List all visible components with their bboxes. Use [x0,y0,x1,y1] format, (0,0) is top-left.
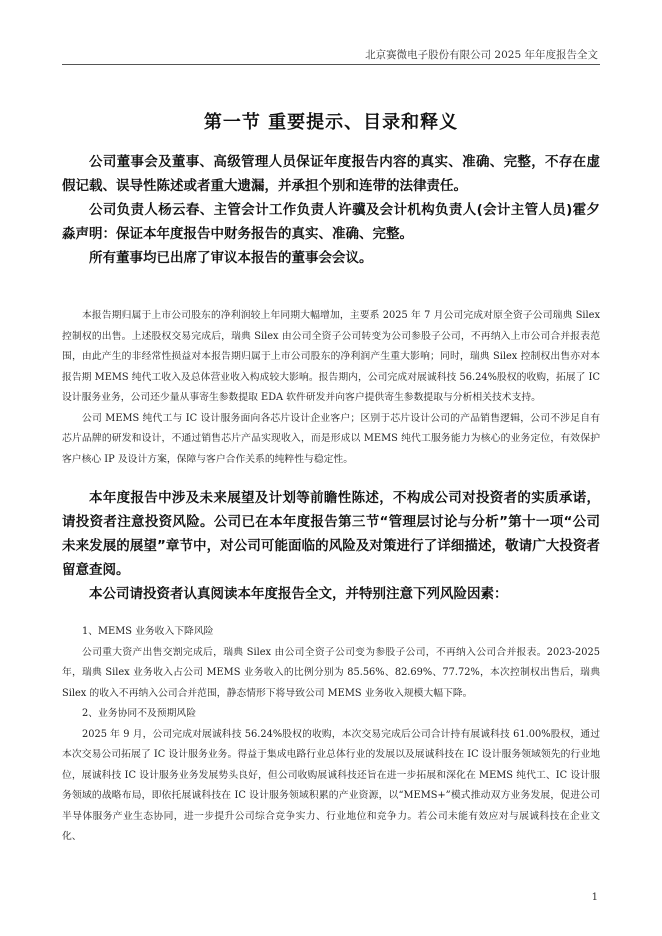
risk-intro-paragraph: 本公司请投资者认真阅读本年度报告全文，并特别注意下列风险因素： [89,586,508,602]
profit-paragraph-2: 公司 MEMS 纯代工与 IC 设计服务面向各芯片设计企业客户；区别于芯片设计公司的产品销售逻辑，公司不涉足自有芯片品牌的研发和设计，不通过销售芯片产品实现收入，而是形成以 MEMS 纯代工服务能力为核心的业务定位，有效保护客户核心 IP 及设计方案，保障与客户合作关系的纯粹性与稳定性。 [62,412,600,465]
notice-paragraph-1: 公司董事会及董事、高级管理人员保证年度报告内容的真实、准确、完整，不存在虚假记载、误导性陈述或者重大遗漏，并承担个别和连带的法律责任。 [62,154,600,194]
forward-looking-statement [62,486,600,606]
section-title: 第一节 重要提示、目录和释义 [203,112,459,133]
header-divider [62,64,600,65]
notice-paragraph-2: 公司负责人杨云春、主管会计工作负责人许骥及会计机构负责人(会计主管人员)霍夕淼声明：保证本年度报告中财务报告的真实、准确、完整。 [62,202,600,242]
board-notice [62,150,600,270]
running-header: 北京赛微电子股份有限公司 2025 年年度报告全文 [365,49,598,61]
profit-explanation [62,306,600,470]
profit-paragraph-1: 本报告期归属于上市公司股东的净利润较上年同期大幅增加，主要系 2025 年 7 月公司完成对原全资子公司瑞典 Silex 控制权的出售。上述股权交易完成后，瑞典 Silex 由公司全资子公司转变为公司参股子公司，不再纳入上市公司合并报表范围，由此产生的非经常性损益对本报告期归属于上市公司股东的净利润产生重大影响；同时，瑞典 Silex 控制权出售亦对本报告期 MEMS 纯代工收入及总体营业收入构成较大影响。报告期内，公司完成对展诚科技 56.24%股权的收购，拓展了 IC 设计服务业务，公司还少量从事寄生参数提取 EDA 软件研发并向客户提供寄生参数提取与分析相关技术支持。 [62,310,600,403]
risk-factors [62,622,600,848]
risk-1-body: 公司重大资产出售交割完成后，瑞典 Silex 由公司全资子公司变为参股子公司，不再纳入公司合并报表。2023-2025 年，瑞典 Silex 业务收入占公司 MEMS 业务收入的比例分别为 85.56%、82.69%、77.72%，本次控制权出售后，瑞典 Silex 的收入不再纳入公司合并范围，静态情形下将导致公司 MEMS 业务收入规模大幅下降。 [62,646,600,699]
page-number: 1 [591,892,598,903]
notice-paragraph-3: 所有董事均已出席了审议本报告的董事会会议。 [89,250,373,266]
risk-1-title: 1、MEMS 业务收入下降风险 [82,626,214,637]
forward-looking-paragraph: 本年度报告中涉及未来展望及计划等前瞻性陈述，不构成公司对投资者的实质承诺，请投资者注意投资风险。公司已在本年度报告第三节“管理层讨论与分析”第十一项“公司未来发展的展望”章节中，对公司可能面临的风险及对策进行了详细描述，敬请广大投资者留意查阅。 [62,490,600,578]
risk-2-title: 2、业务协同不及预期风险 [82,708,196,719]
risk-2-body: 2025 年 9 月，公司完成对展诚科技 56.24%股权的收购，本次交易完成后公司合计持有展诚科技 61.00%股权，通过本次交易公司拓展了 IC 设计服务业务。得益于集成电路行业总体行业的发展以及展诚科技在 IC 设计服务领域领先的行业地位，展诚科技 IC 设计服务业务发展势头良好，但公司收购展诚科技还旨在进一步拓展和深化在 MEMS 纯代工、IC 设计服务领域的战略布局，即依托展诚科技在 IC 设计服务领域积累的产业资源，以“MEMS+”模式推动双方业务发展，促进公司半导体服务产业生态协同，进一步提升公司综合竞争实力、行业地位和竞争力。若公司未能有效应对与展诚科技在企业文化、 [62,728,600,842]
